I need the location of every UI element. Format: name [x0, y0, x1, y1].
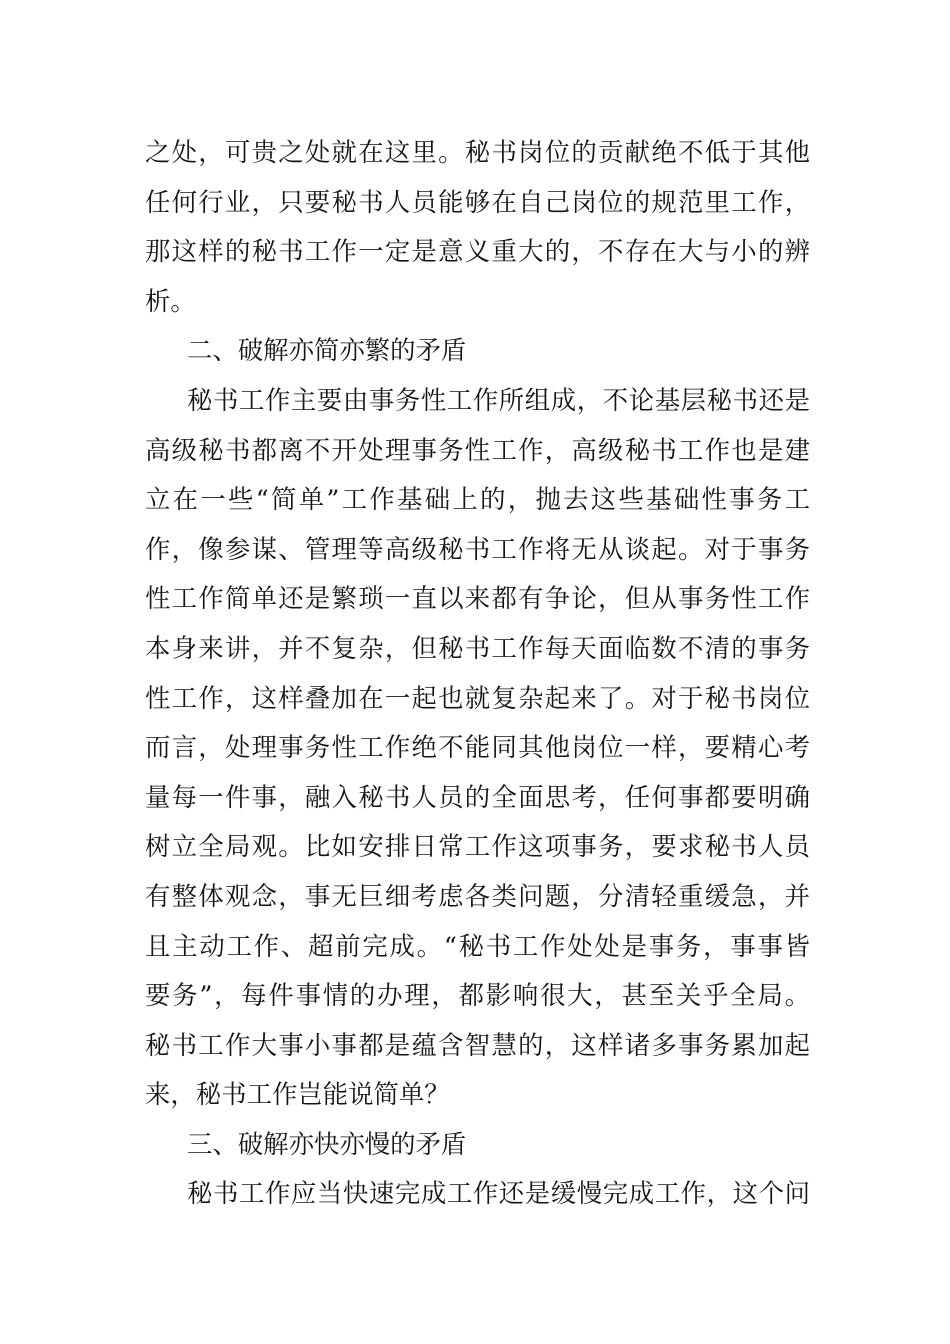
- text-line: 有整体观念，事无巨细考虑各类问题，分清轻重缓急，并: [145, 880, 810, 911]
- document-body: [145, 128, 810, 1219]
- text-line: 本身来讲，并不复杂，但秘书工作每天面临数不清的事务: [145, 632, 810, 663]
- text-line: 高级秘书都离不开处理事务性工作，高级秘书工作也是建: [145, 434, 810, 465]
- text-line: 量每一件事，融入秘书人员的全面思考，任何事都要明确: [145, 781, 810, 812]
- text-line: 性工作简单还是繁琐一直以来都有争论，但从事务性工作: [145, 583, 810, 614]
- section-heading-2: 二、破解亦简亦繁的矛盾: [187, 335, 467, 366]
- text-line: 任何行业，只要秘书人员能够在自己岗位的规范里工作，: [145, 186, 810, 217]
- text-line: 立在一些“简单”工作基础上的，抛去这些基础性事务工: [145, 484, 810, 515]
- text-line: 秘书工作应当快速完成工作还是缓慢完成工作，这个问: [187, 1178, 810, 1209]
- text-line: 作，像参谋、管理等高级秘书工作将无从谈起。对于事务: [145, 533, 810, 564]
- text-line: 那这样的秘书工作一定是意义重大的，不存在大与小的辨: [145, 236, 810, 267]
- section-heading-3: 三、破解亦快亦慢的矛盾: [187, 1128, 467, 1159]
- text-line: 树立全局观。比如安排日常工作这项事务，要求秘书人员: [145, 831, 810, 862]
- paragraph-1: [145, 128, 810, 326]
- text-line: 来，秘书工作岂能说简单？: [145, 1079, 450, 1110]
- text-line: 而言，处理事务性工作绝不能同其他岗位一样，要精心考: [145, 732, 810, 763]
- text-line: 且主动工作、超前完成。“秘书工作处处是事务，事事皆: [145, 930, 810, 961]
- text-line: 秘书工作主要由事务性工作所组成，不论基层秘书还是: [187, 384, 810, 415]
- text-line: 析。: [145, 285, 196, 316]
- paragraph-3: [145, 1169, 810, 1219]
- text-line: 要务”，每件事情的办理，都影响很大，甚至关乎全局。: [145, 980, 810, 1011]
- text-line: 性工作，这样叠加在一起也就复杂起来了。对于秘书岗位: [145, 682, 810, 713]
- text-line: 秘书工作大事小事都是蕴含智慧的，这样诸多事务累加起: [145, 1029, 810, 1060]
- text-line: 之处，可贵之处就在这里。秘书岗位的贡献绝不低于其他: [145, 137, 810, 167]
- paragraph-2: [145, 376, 810, 1120]
